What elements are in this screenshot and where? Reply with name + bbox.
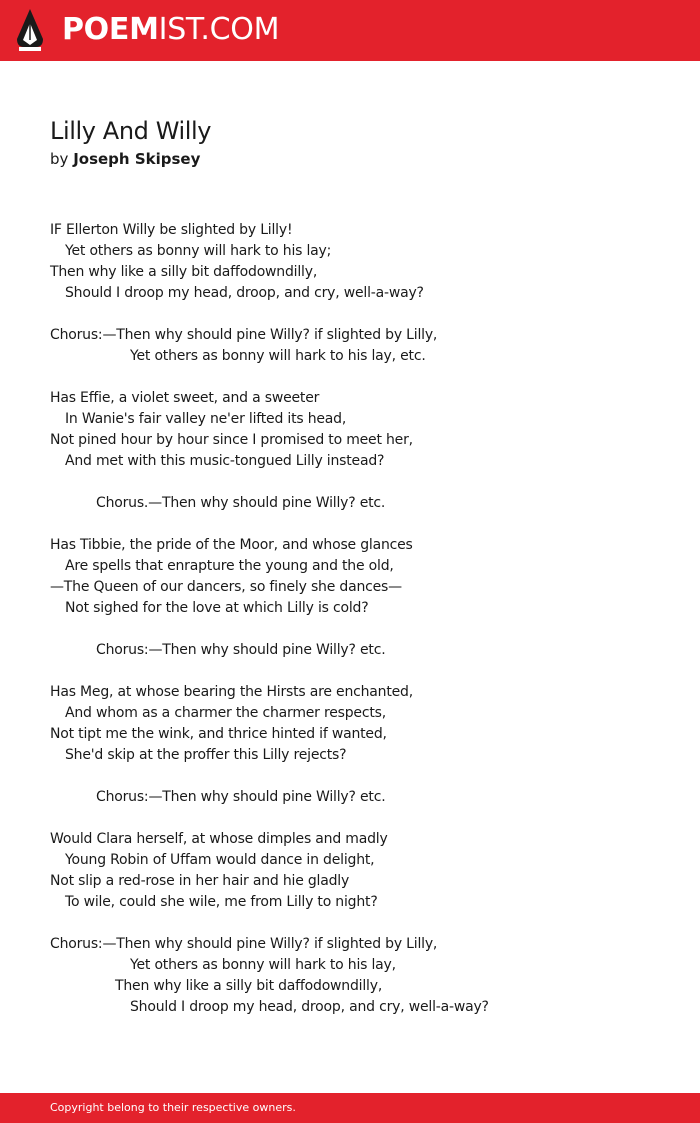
poem-line: Chorus.—Then why should pine Willy? etc.: [96, 495, 386, 511]
poem-line: Has Meg, at whose bearing the Hirsts are enchanted,: [50, 684, 413, 700]
logo-bold-text: POEM: [62, 12, 159, 47]
poem-title: Lilly And Willy: [50, 117, 212, 145]
poem-body: [50, 220, 670, 1018]
poem-line: Then why like a silly bit daffodowndilly,: [50, 264, 318, 280]
poem-line: IF Ellerton Willy be slighted by Lilly!: [50, 222, 293, 238]
stanza-break: [50, 766, 670, 787]
poem-line: Not pined hour by hour since I promised to meet her,: [50, 432, 413, 448]
poem-line: Has Tibbie, the pride of the Moor, and whose glances: [50, 537, 413, 553]
poem-line: Chorus:—Then why should pine Willy? etc.: [96, 789, 386, 805]
pen-nib-icon[interactable]: [16, 9, 44, 51]
poem-line: Has Effie, a violet sweet, and a sweeter: [50, 390, 320, 406]
poem-line: Chorus:—Then why should pine Willy? if slighted by Lilly,: [50, 936, 438, 952]
poem-author: Joseph Skipsey: [73, 150, 201, 168]
poem-line: Yet others as bonny will hark to his lay,: [130, 957, 396, 973]
poem-line: Not tipt me the wink, and thrice hinted if wanted,: [50, 726, 387, 742]
stanza-break: [50, 808, 670, 829]
poem-line: And whom as a charmer the charmer respects,: [65, 705, 386, 721]
poem-line: Not sighed for the love at which Lilly is cold?: [65, 600, 369, 616]
byline-prefix: by: [50, 150, 69, 168]
poem-line: Chorus:—Then why should pine Willy? etc.: [96, 642, 386, 658]
poem-line: —The Queen of our dancers, so finely she dances—: [50, 579, 402, 595]
poem-line: Young Robin of Uffam would dance in delight,: [65, 852, 375, 868]
stanza-break: [50, 619, 670, 640]
poem-line: Not slip a red-rose in her hair and hie gladly: [50, 873, 350, 889]
stanza-break: [50, 304, 670, 325]
stanza-break: [50, 472, 670, 493]
poem-line: And met with this music-tongued Lilly instead?: [65, 453, 385, 469]
poem-line: Chorus:—Then why should pine Willy? if slighted by Lilly,: [50, 327, 438, 343]
poem-line: Are spells that enrapture the young and the old,: [65, 558, 394, 574]
site-logo[interactable]: [62, 10, 279, 50]
poem-line: To wile, could she wile, me from Lilly to night?: [65, 894, 378, 910]
stanza-break: [50, 514, 670, 535]
stanza-break: [50, 913, 670, 934]
site-footer: [0, 1093, 700, 1123]
poem-line: Yet others as bonny will hark to his lay;: [65, 243, 332, 259]
poem-line: Yet others as bonny will hark to his lay, etc.: [130, 348, 426, 364]
site-header: [0, 0, 700, 61]
poem-line: Should I droop my head, droop, and cry, well-a-way?: [130, 999, 489, 1015]
poem-line: She'd skip at the proffer this Lilly rejects?: [65, 747, 347, 763]
poem-line: Then why like a silly bit daffodowndilly,: [115, 978, 383, 994]
poem-line: Should I droop my head, droop, and cry, well-a-way?: [65, 285, 424, 301]
stanza-break: [50, 661, 670, 682]
poem-line: Would Clara herself, at whose dimples and madly: [50, 831, 388, 847]
byline: [50, 148, 670, 170]
stanza-break: [50, 367, 670, 388]
copyright-text: Copyright belong to their respective owners.: [50, 1101, 296, 1114]
logo-light-text: IST.COM: [158, 12, 280, 47]
poem-content: [50, 114, 670, 1018]
poem-line: In Wanie's fair valley ne'er lifted its head,: [65, 411, 347, 427]
